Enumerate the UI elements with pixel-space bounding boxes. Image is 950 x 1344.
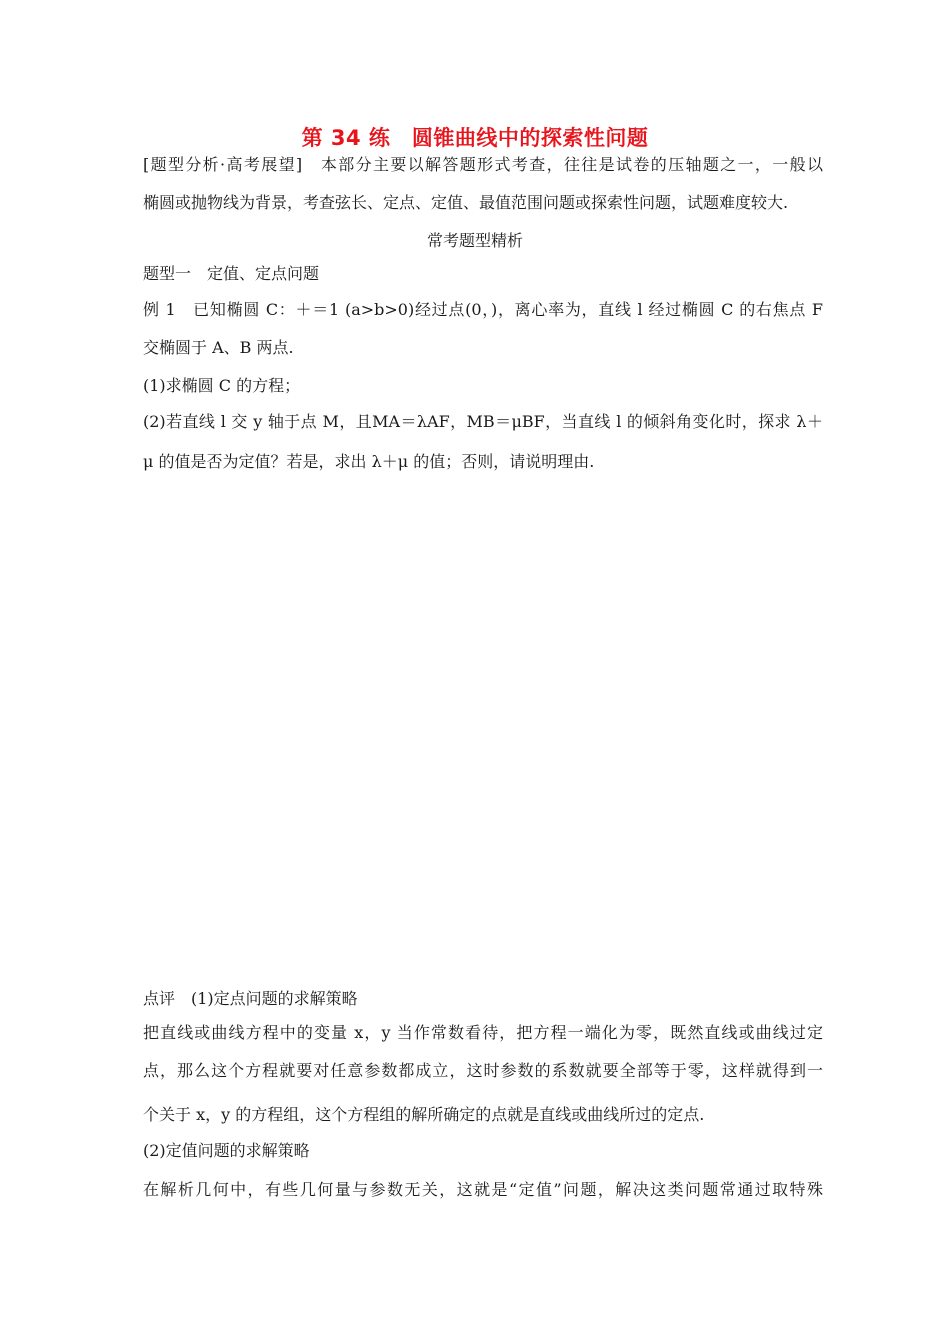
example1-line-2: 交椭圆于 A、B 两点. <box>143 338 294 357</box>
section-heading: 常考题型精析 <box>426 231 523 250</box>
comment-p1-line-2: 点，那么这个方程就要对任意参数都成立，这时参数的系数就要全部等于零，这样就得到一 <box>143 1061 823 1080</box>
intro-line-2: 椭圆或抛物线为背景，考查弦长、定点、定值、最值范围问题或探索性问题，试题难度较大. <box>143 193 789 212</box>
type1-heading: 题型一 定值、定点问题 <box>143 264 320 283</box>
comment-p1-line-1: 把直线或曲线方程中的变量 x，y 当作常数看待，把方程一端化为零，既然直线或曲线过定 <box>143 1023 823 1042</box>
example1-part-2-line-1: (2)若直线 l 交 y 轴于点 M，且MA＝λAF，MB＝μBF，当直线 l 的倾斜角变化时，探求 λ＋ <box>143 412 823 431</box>
comment-p1-line-3: 个关于 x，y 的方程组，这个方程组的解所确定的点就是直线或曲线所过的定点. <box>143 1105 705 1124</box>
comment-sub2-heading: (2)定值问题的求解策略 <box>143 1141 310 1160</box>
example1-part-2-line-2: μ 的值是否为定值？若是，求出 λ＋μ 的值；否则，请说明理由. <box>143 452 595 471</box>
comment-p2-line-1: 在解析几何中，有些几何量与参数无关，这就是“定值”问题，解决这类问题常通过取特殊 <box>143 1180 823 1199</box>
example1-part-1: (1)求椭圆 C 的方程； <box>143 376 301 395</box>
example1-line-1: 例 1 已知椭圆 C：＋＝1 (a>b>0)经过点(0，)，离心率为，直线 l 经过椭圆 C 的右焦点 F <box>143 300 823 319</box>
comment-heading: 点评 (1)定点问题的求解策略 <box>143 989 358 1008</box>
intro-line-1: [题型分析·高考展望] 本部分主要以解答题形式考查，往往是试卷的压轴题之一，一般以 <box>143 155 823 174</box>
page-title: 第 34 练 圆锥曲线中的探索性问题 <box>301 126 649 150</box>
